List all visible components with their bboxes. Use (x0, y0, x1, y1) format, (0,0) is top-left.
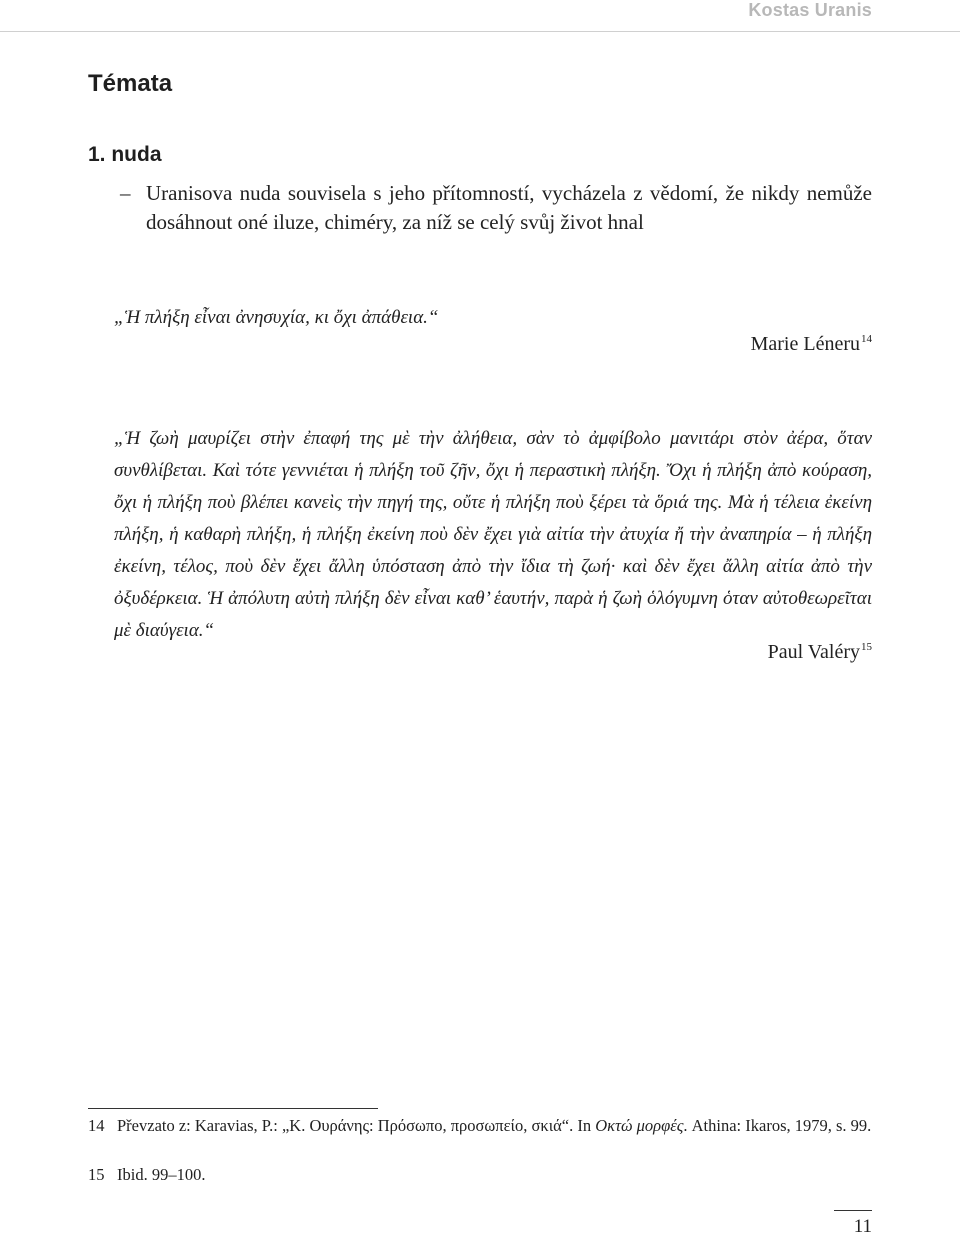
subsection-title: 1. nuda (88, 143, 162, 166)
page-number: 11 (853, 1216, 872, 1237)
bullet-text: Uranisova nuda souvisela s jeho přítomností, vycházela z vědomí, že nikdy nemůže dosáhnout oné iluze, chiméry, za níž se celý svůj život hnal (146, 181, 872, 234)
section-title: Témata (88, 70, 173, 97)
footnote-text-part: Převzato z: Karavias, P.: „K. Ουράνης: Πρόσωπο, προσωπείο, σκιά“. In (117, 1116, 596, 1135)
attribution-author: Marie Léneru (750, 333, 860, 355)
footnote-text: Ibid. 99–100. (117, 1165, 206, 1184)
bullet-dash: – (120, 181, 131, 205)
attribution-author: Paul Valéry (767, 641, 860, 663)
footnote-text-part: . Athina: Ikaros, 1979, s. 99. (683, 1116, 872, 1135)
footnote-book-title: Oκτώ μορφές (595, 1116, 684, 1135)
page-number-rule (834, 1210, 872, 1211)
footnote-14 (88, 1114, 872, 1137)
footnote-15 (88, 1163, 872, 1186)
quote-attribution-valery (768, 641, 872, 664)
quote-attribution-leneru (751, 333, 872, 356)
quote-leneru: „Ἡ πλήξη εἶναι ἀνησυχία, κι ὄχι ἀπάθεια.“ (114, 307, 439, 328)
footnote-text (117, 1114, 872, 1137)
footnote-number: 14 (88, 1116, 105, 1135)
running-head: Kostas Uranis (748, 0, 872, 20)
footnote-number: 15 (88, 1165, 105, 1184)
footnote-ref-14[interactable]: 14 (861, 333, 872, 345)
quote-valery: „Ἡ ζωὴ μαυρίζει στὴν ἐπαφή της μὲ τὴν ἀλήθεια, σὰν τὸ ἀμφίβολο μανιτάρι στὸν ἀέρα, ὅταν συνθλίβεται. Καὶ τότε γεννιέται ἡ πλήξη τοῦ ζῆν, ὄχι ἡ περαστικὴ πλήξη. Ὄχι ἡ πλήξη ἀπὸ κούραση, ὄχι ἡ πλήξη ποὺ βλέπει κανεὶς τὴν πηγή της, οὔτε ἡ πλήξη ποὺ ξέρει τὰ ὅριά της. Μὰ ἡ τέλεια ἐκείνη πλήξη, ἡ καθαρὴ πλήξη, ἡ πλήξη ἐκείνη ποὺ δὲν ἔχει γιὰ αἰτία τὴν ἀτυχία ἤ τὴν ἀναπηρία – ἡ πλήξη ἐκείνη, τέλος, ποὺ δὲν ἔχει ἄλλη ὑπόσταση ἀπὸ τὴν ἴδια τὴ ζωή· καὶ δὲν ἔχει ἄλλη αἰτία ἀπὸ τὴν ὀξυδέρκεια. Ἡ ἀπόλυτη αὐτὴ πλήξη δὲν εἶναι καθ’ ἑαυτήν, παρὰ ἡ ζωὴ ὁλόγυμνη ὁταν αὐτοθεωρεῖται μὲ διαύγεια.“ (114, 428, 872, 641)
footnote-ref-15[interactable]: 15 (861, 641, 872, 653)
footnote-rule (88, 1108, 378, 1109)
header-rule (0, 31, 960, 32)
